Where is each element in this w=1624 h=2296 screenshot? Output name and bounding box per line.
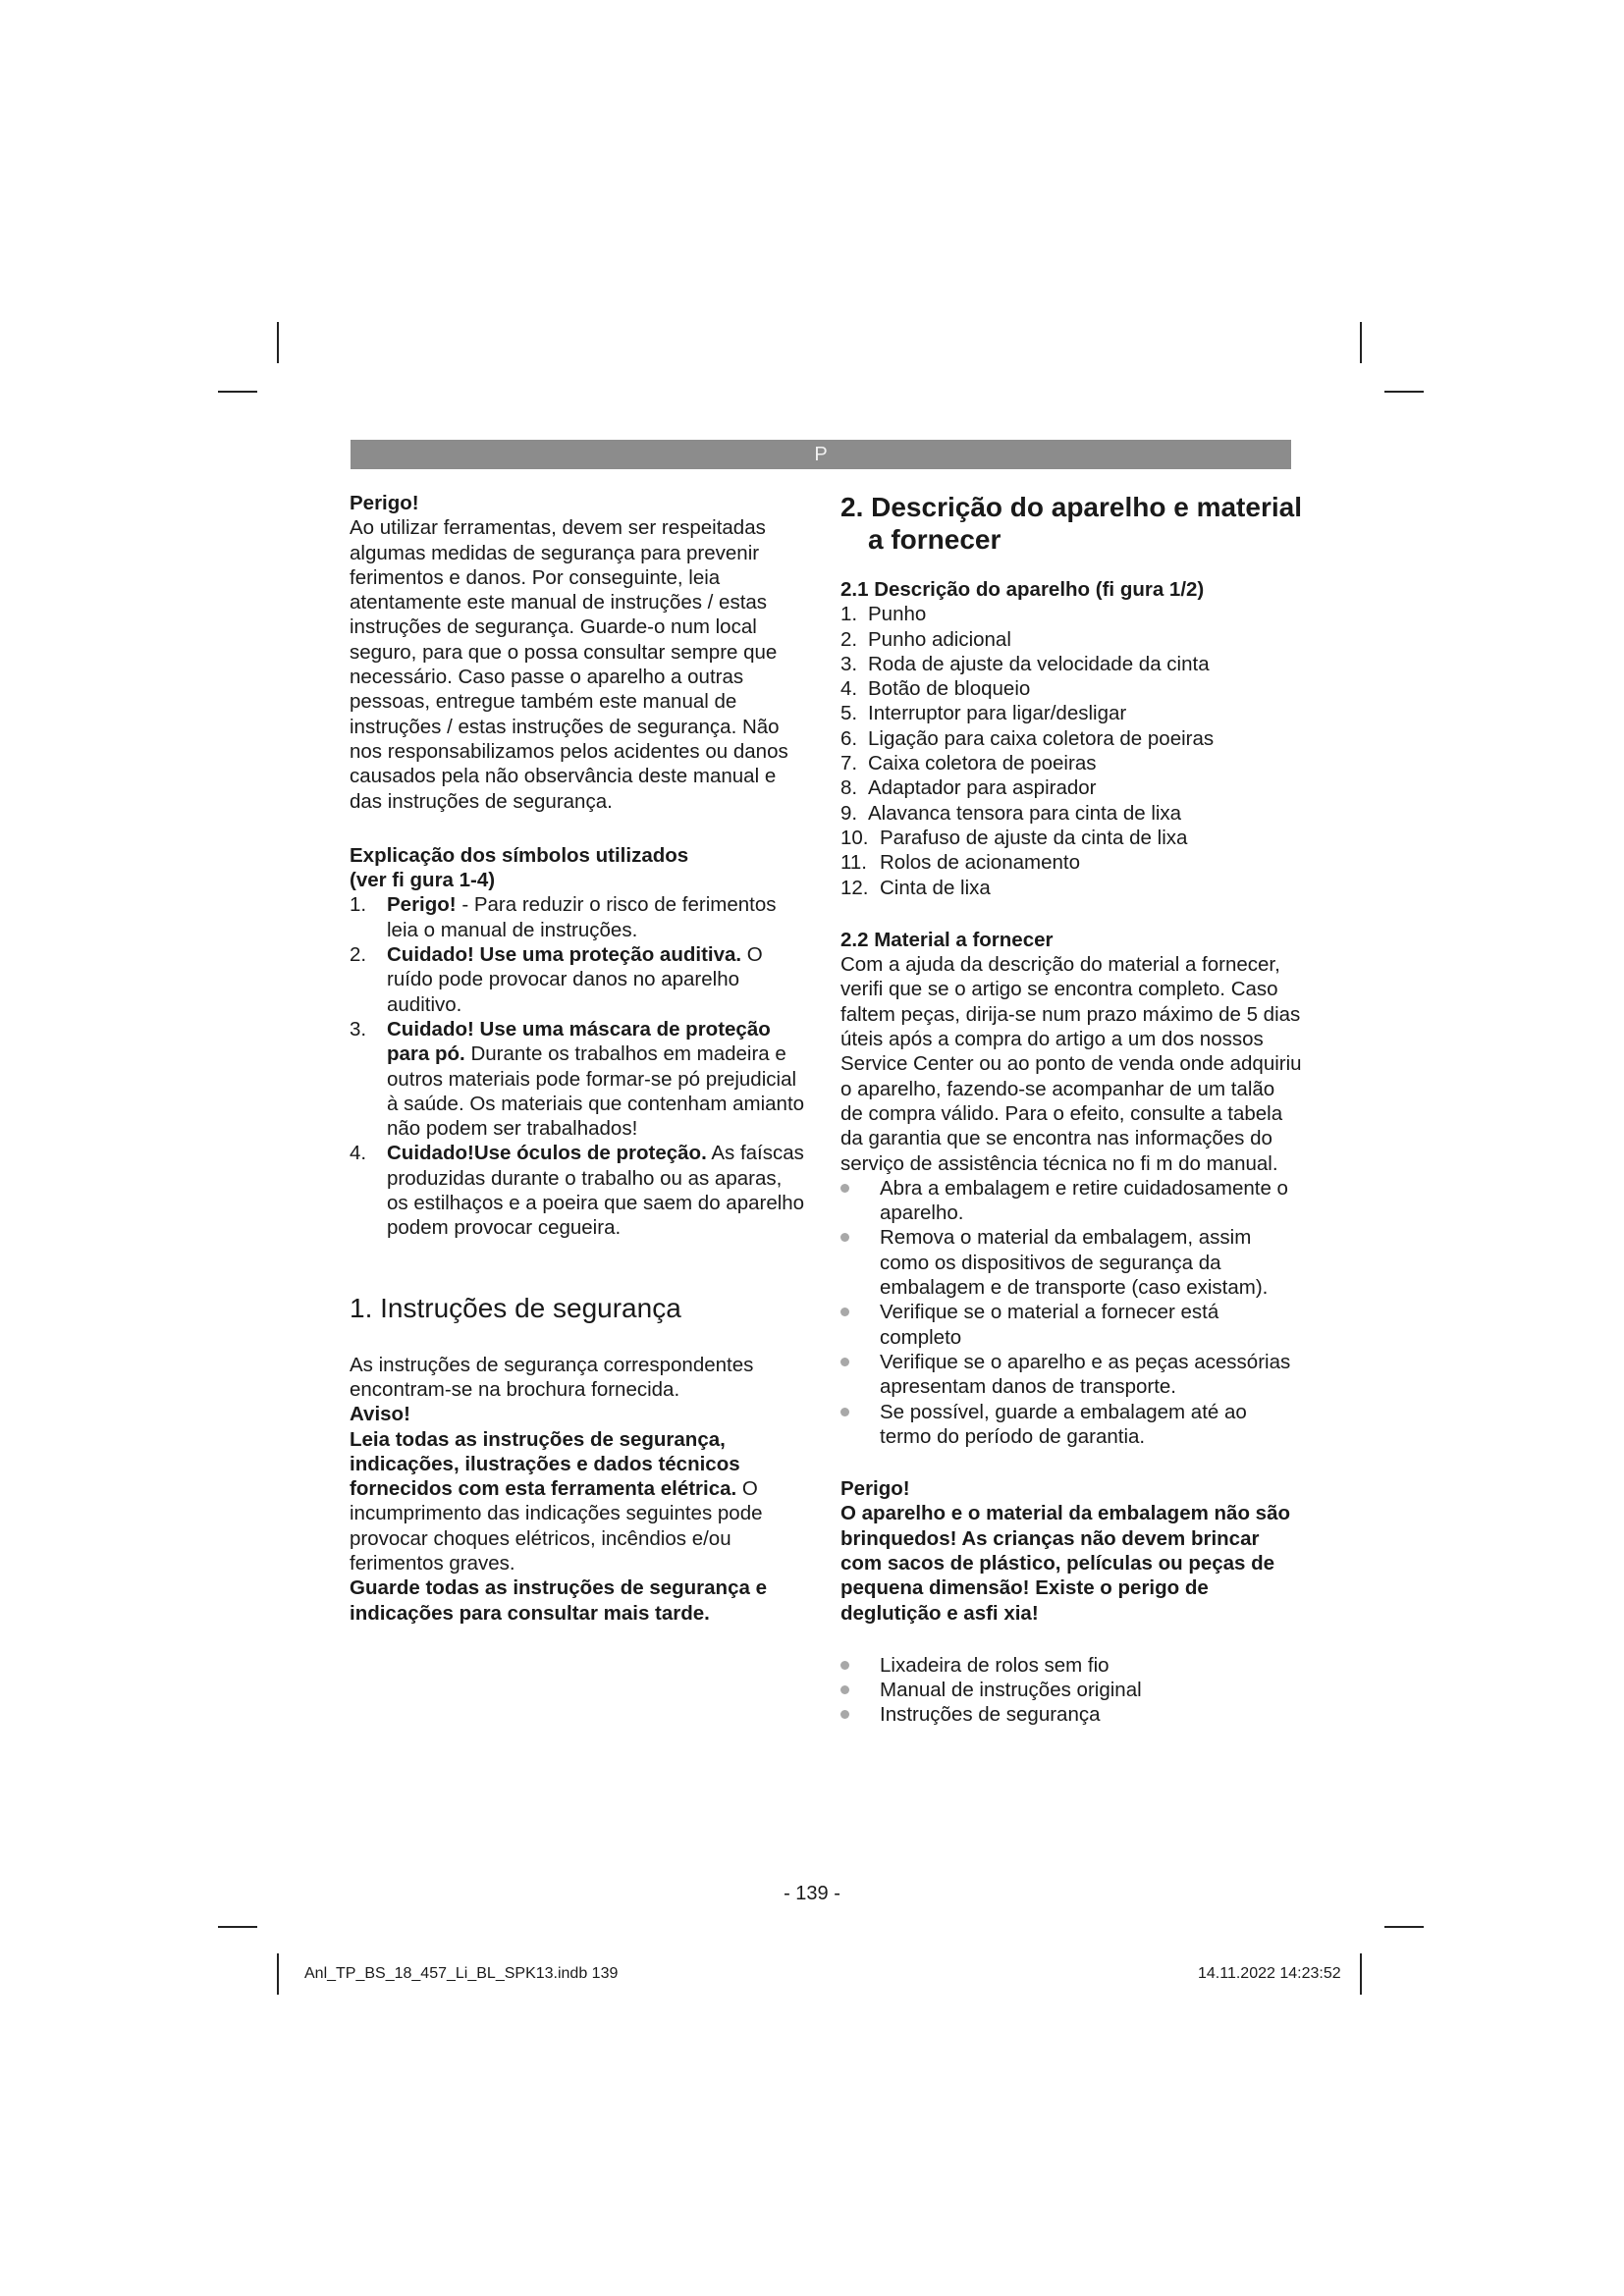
list-item: 12. Cinta de lixa (840, 876, 991, 899)
list-item: 11. Rolos de acionamento (840, 851, 1080, 875)
danger-title-right: Perigo! (840, 1477, 910, 1501)
list-item: 6. Ligação para caixa coletora de poeiras (840, 726, 1215, 750)
list-item: 2. Punho adicional (840, 627, 1011, 651)
list-item: 3. Roda de ajuste da velocidade da cinta (840, 652, 1210, 675)
crop-mark-top-left-h (218, 391, 257, 393)
language-tag: P (814, 444, 828, 465)
bullet-icon (840, 1661, 849, 1670)
bullet-icon (840, 1308, 849, 1316)
list-item: 4. Botão de bloqueio (840, 677, 1031, 701)
bullet-icon (840, 1685, 849, 1694)
list-item: Remova o material da embalagem, assim como os dispositivos de segurança da embalagem e de transporte (caso existam). (840, 1225, 1302, 1300)
language-header-bar (351, 440, 1291, 469)
safety-intro: As instruções de segurança correspondentes encontram-se na brochura fornecida. (350, 1353, 754, 1401)
list-item: 7. Caixa coletora de poeiras (840, 752, 1097, 775)
danger-text-right: O aparelho e o material da embalagem não são brinquedos! As crianças não devem brincar com sacos de plástico, películas ou peças de pequena dimensão! Existe o perigo de deglutição e asfi xia! (840, 1502, 1290, 1625)
crop-mark-top-right-v (1360, 322, 1362, 363)
footer-timestamp: 14.11.2022 14:23:52 (1198, 1965, 1341, 1982)
footer-file-info: Anl_TP_BS_18_457_Li_BL_SPK13.indb 139 (304, 1965, 619, 1982)
symbol-item: 4. Cuidado!Use óculos de proteção. As faíscas produzidas durante o trabalho ou as aparas, os estilhaços e a poeira que saem do aparelho podem provocar cegueira. (350, 1142, 805, 1240)
danger-title: Perigo! (350, 492, 419, 514)
material-title: 2.2 Material a fornecer (840, 928, 1054, 951)
warning-paragraph: Leia todas as instruções de segurança, indicações, ilustrações e dados técnicos fornecidos com esta ferramenta elétrica. O incumprimento das indicações seguintes pode provocar choques elétricos, incêndios e/ou ferimentos graves. (350, 1427, 763, 1575)
symbol-item: 2. Cuidado! Use uma proteção auditiva. O ruído pode provocar danos no aparelho auditivo. (350, 943, 763, 1016)
page-number: - 139 - (784, 1883, 840, 1904)
crop-mark-top-left-v (277, 322, 279, 363)
list-item: Lixadeira de rolos sem fio (840, 1653, 1302, 1678)
symbol-item: 3. Cuidado! Use uma máscara de proteção para pó. Durante os trabalhos em madeira e outros materiais pode formar-se pó prejudicial à saúde. Os materiais que contenham amianto não podem ser trabalhados! (350, 1017, 805, 1141)
safety-heading: 1. Instruções de segurança (350, 1292, 681, 1323)
danger-text: Ao utilizar ferramentas, devem ser respeitadas algumas medidas de segurança para prevenir ferimentos e danos. Por conseguinte, leia atentamente este manual de instruções / estas instruções de segurança. Guarde-o num local seguro, para que o possa consultar sempre que necessário. Caso passe o aparelho a outras pessoas, entregue também este manual de instruções / estas instruções de segurança. Não nos responsabilizamos pelos acidentes ou danos causados pela não observância deste manual e das instruções de segurança. (350, 516, 788, 813)
section-heading: 2. Descrição do aparelho e material a fornecer (840, 492, 1302, 555)
crop-mark-bottom-right-h (1384, 1926, 1424, 1928)
crop-mark-bottom-right-v (1360, 1953, 1362, 1995)
symbols-title: Explicação dos símbolos utilizados (ver fi gura 1-4) (350, 843, 689, 892)
device-description-title: 2.1 Descrição do aparelho (fi gura 1/2) (840, 578, 1205, 601)
list-item: Verifique se o material a fornecer está completo (840, 1300, 1302, 1350)
bullet-icon (840, 1233, 849, 1242)
parts-list (840, 602, 1302, 900)
supply-items (840, 1653, 1302, 1728)
crop-mark-bottom-left-h (218, 1926, 257, 1928)
crop-mark-bottom-left-v (277, 1953, 279, 1995)
material-text: Com a ajuda da descrição do material a fornecer, verifi que se o artigo se encontra completo. Caso faltem peças, dirija-se num prazo máximo de 5 dias úteis após a compra do artigo a um dos nossos Service Center ou ao ponto de venda onde adquiriu o aparelho, fazendo-se acompanhar de um talão de compra válido. Para o efeito, consulte a tabela da garantia que se encontra nas informações do serviço de assistência técnica no fi m do manual. (840, 953, 1302, 1175)
bullet-icon (840, 1184, 849, 1193)
crop-mark-top-right-h (1384, 391, 1424, 393)
list-item: Abra a embalagem e retire cuidadosamente o aparelho. (840, 1176, 1302, 1226)
bullet-icon (840, 1710, 849, 1719)
warning-label: Aviso! (350, 1403, 410, 1426)
list-item: Manual de instruções original (840, 1678, 1302, 1702)
keep-instructions: Guarde todas as instruções de segurança e indicações para consultar mais tarde. (350, 1576, 767, 1625)
unpacking-steps (840, 1176, 1302, 1449)
list-item: 5. Interruptor para ligar/desligar (840, 702, 1127, 725)
list-item: 10. Parafuso de ajuste da cinta de lixa (840, 826, 1188, 849)
list-item: Se possível, guarde a embalagem até ao termo do período de garantia. (840, 1400, 1302, 1450)
bullet-icon (840, 1358, 849, 1366)
list-item: 8. Adaptador para aspirador (840, 776, 1097, 800)
bullet-icon (840, 1408, 849, 1416)
left-column (350, 491, 807, 1626)
list-item: Verifique se o aparelho e as peças acessórias apresentam danos de transporte. (840, 1350, 1302, 1400)
right-column (840, 491, 1302, 1728)
list-item: 1. Punho (840, 603, 927, 626)
symbols-list (350, 892, 807, 1240)
list-item: 9. Alavanca tensora para cinta de lixa (840, 801, 1182, 825)
list-item: Instruções de segurança (840, 1702, 1302, 1727)
symbol-item: 1. Perigo! - Para reduzir o risco de ferimentos leia o manual de instruções. (350, 893, 777, 941)
